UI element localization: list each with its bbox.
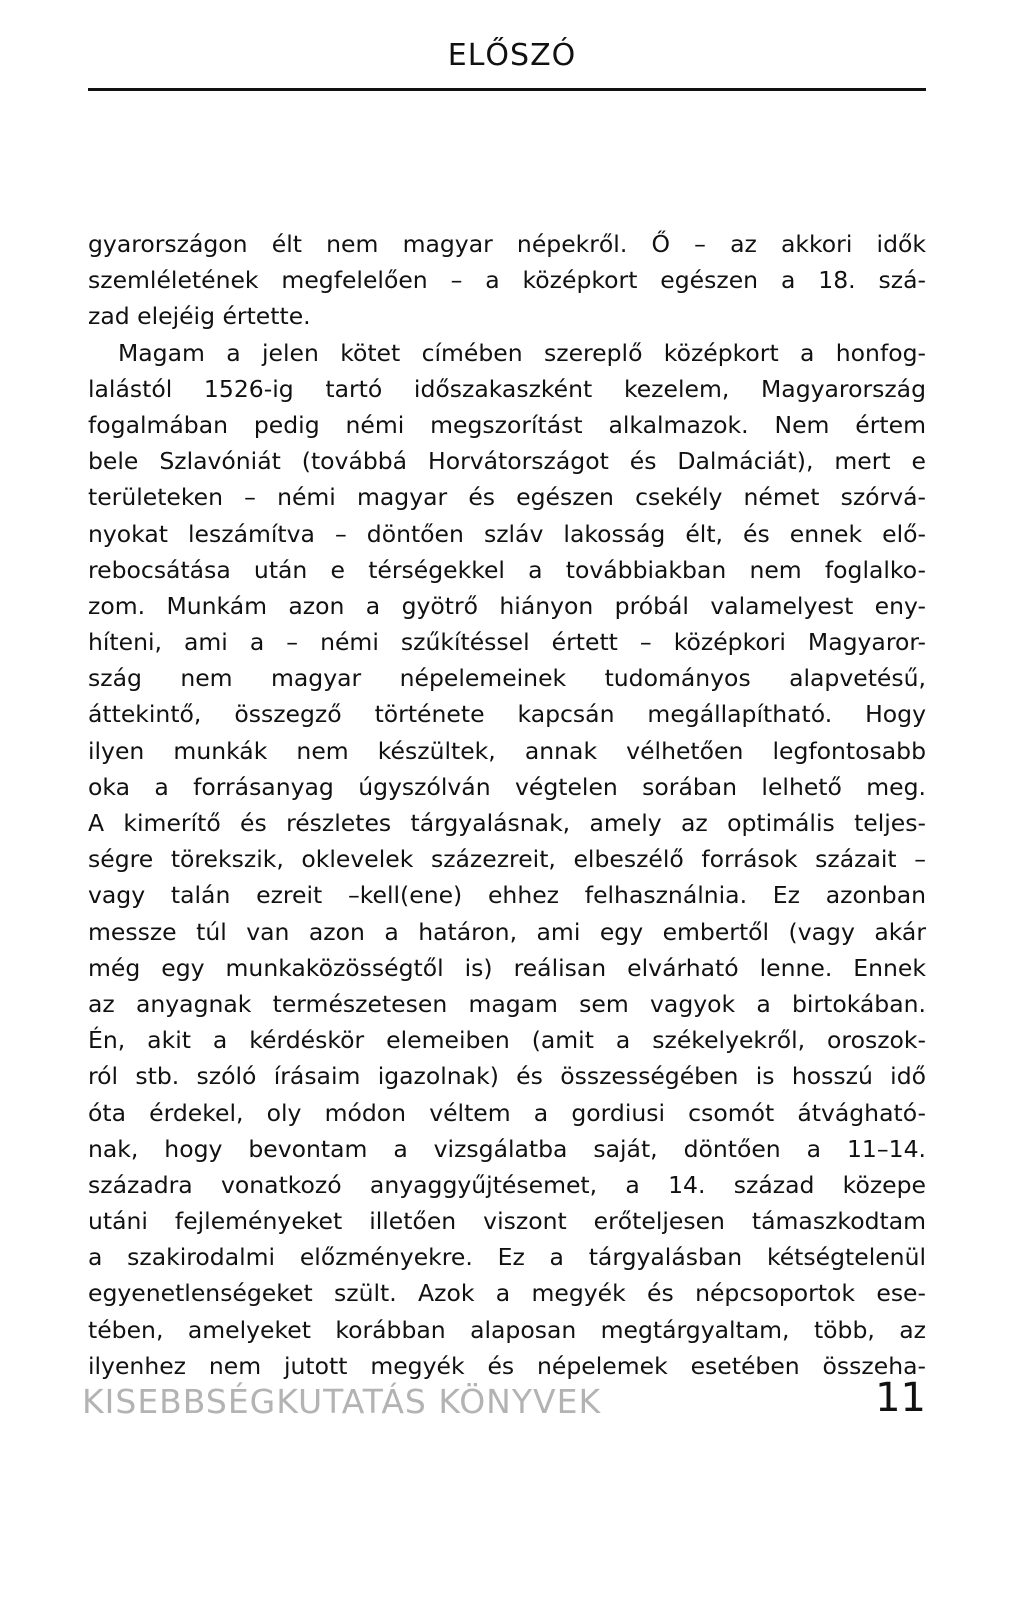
text-line: óta érdekel, oly módon véltem a gordiusi csomót átvágható- — [88, 1098, 926, 1127]
text-line: egyenetlenségeket szült. Azok a megyék és népcsoportok ese- — [88, 1279, 926, 1308]
text-line: oka a forrásanyag úgyszólván végtelen sorában lelhető meg. — [88, 772, 926, 801]
text-line: nyokat leszámítva – döntően szláv lakosság élt, és ennek elő- — [88, 519, 926, 548]
text-line: lalástól 1526-ig tartó időszakaszként kezelem, Magyarország — [88, 374, 926, 403]
text-line: a szakirodalmi előzményekre. Ez a tárgyalásban kétségtelenül — [88, 1243, 926, 1272]
text-line: gyarországon élt nem magyar népekről. Ő – az akkori idők — [88, 230, 926, 258]
running-header: ELŐSZÓ — [447, 38, 577, 73]
text-line: utáni fejleményeket illetően viszont erőteljesen támaszkodtam — [88, 1207, 926, 1236]
text-line: áttekintő, összegző története kapcsán megállapítható. Hogy — [88, 700, 926, 729]
text-line: Magam a jelen kötet címében szereplő középkort a honfog- — [118, 338, 926, 367]
page-number: 11 — [875, 1375, 926, 1421]
text-line: századra vonatkozó anyaggyűjtésemet, a 14. század közepe — [88, 1170, 926, 1199]
text-line: messze túl van azon a határon, ami egy embertől (vagy akár — [88, 917, 926, 946]
text-line: fogalmában pedig némi megszorítást alkalmazok. Nem értem — [88, 410, 926, 439]
text-line: A kimerítő és részletes tárgyalásnak, amely az optimális teljes- — [88, 809, 926, 837]
text-line: ról stb. szóló írásaim igazolnak) és összességében is hosszú idő — [88, 1062, 926, 1091]
text-line: ilyen munkák nem készültek, annak vélhetően legfontosabb — [88, 736, 926, 765]
header-rule — [88, 88, 926, 91]
text-line: még egy munkaközösségtől is) reálisan elvárható lenne. Ennek — [88, 953, 926, 982]
text-line: ilyenhez nem jutott megyék és népelemek esetében összeha- — [88, 1351, 926, 1380]
text-line: Én, akit a kérdéskör elemeiben (amit a székelyekről, oroszok- — [88, 1026, 926, 1055]
text-line: zad elejéig értette. — [88, 302, 311, 331]
text-line: zom. Munkám azon a gyötrő hiányon próbál valamelyest eny- — [88, 591, 926, 620]
text-line: ségre törekszik, oklevelek százezreit, elbeszélő források százait – — [88, 845, 926, 874]
text-line: rebocsátása után e térségekkel a továbbiakban nem foglalko- — [88, 555, 926, 584]
footer-series-title: KISEBBSÉGKUTATÁS KÖNYVEK — [82, 1382, 602, 1421]
text-line: az anyagnak természetesen magam sem vagyok a birtokában. — [88, 989, 926, 1018]
text-line: szág nem magyar népelemeinek tudományos alapvetésű, — [88, 664, 926, 693]
text-line: tében, amelyeket korábban alaposan megtárgyaltam, több, az — [88, 1315, 926, 1344]
text-line: híteni, ami a – némi szűkítéssel értett – középkori Magyaror- — [88, 628, 926, 657]
text-line: bele Szlavóniát (továbbá Horvátországot és Dalmáciát), mert e — [88, 447, 926, 476]
text-line: nak, hogy bevontam a vizsgálatba saját, döntően a 11–14. — [88, 1134, 926, 1163]
text-line: szemléletének megfelelően – a középkort egészen a 18. szá- — [88, 266, 926, 295]
body-text — [88, 226, 926, 1384]
text-line: területeken – némi magyar és egészen csekély német szórvá- — [88, 483, 926, 512]
text-line: vagy talán ezreit –kell(ene) ehhez felhasználnia. Ez azonban — [88, 881, 926, 910]
